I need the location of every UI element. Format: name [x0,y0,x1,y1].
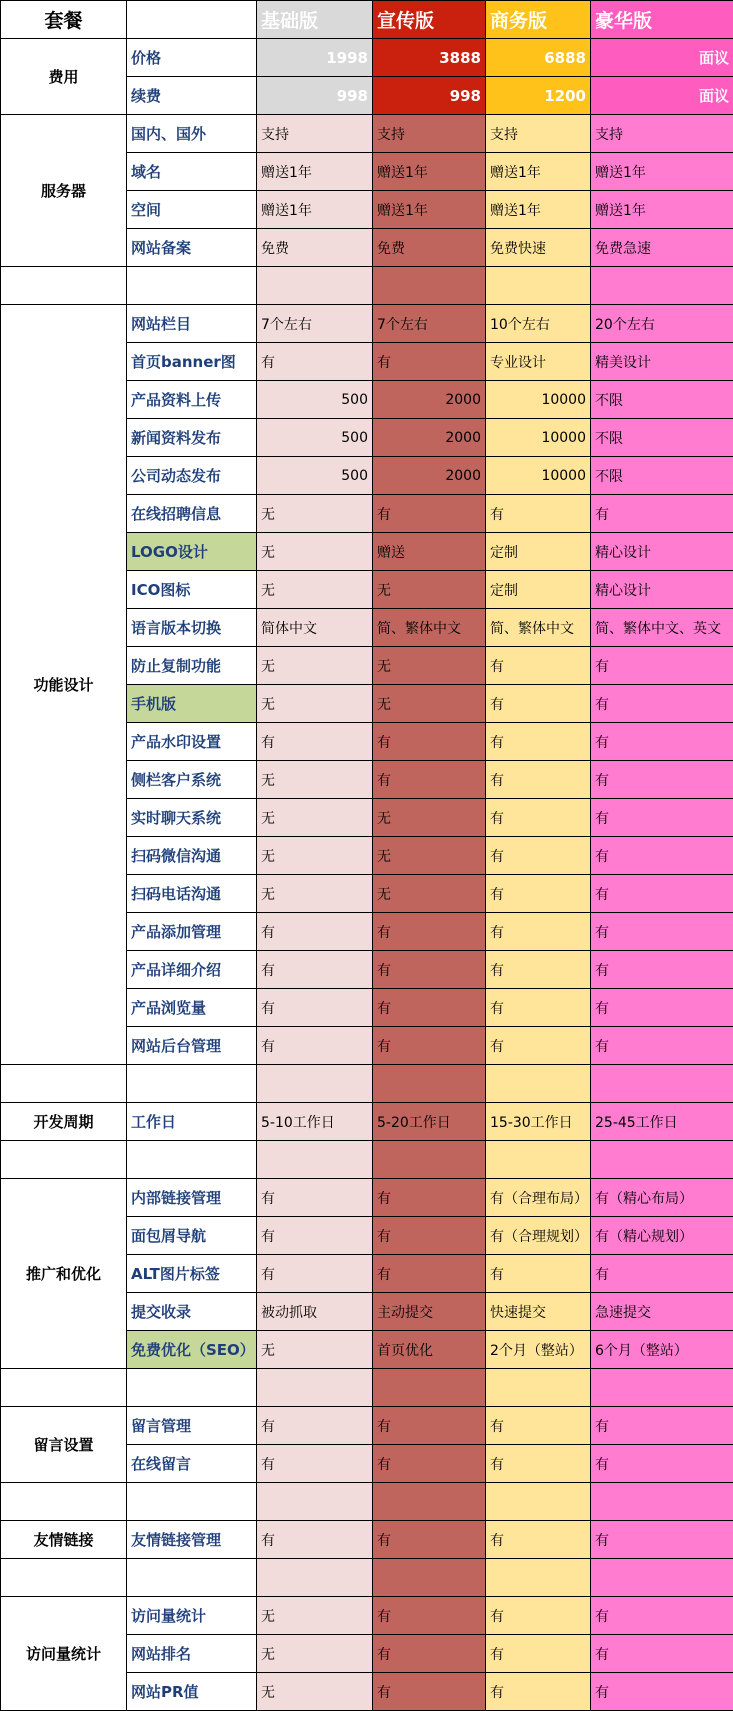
value-cell: 赠送1年 [257,153,373,191]
blank-header-cell [127,1,257,39]
value-cell: 免费 [373,229,486,267]
feature-label: ALT图片标签 [127,1255,257,1293]
value-cell: 有 [257,1255,373,1293]
value-cell: 简、繁体中文、英文 [591,609,733,647]
section-label: 服务器 [1,115,127,267]
value-cell: 有 [486,799,591,837]
value-cell: 25-45工作日 [591,1103,733,1141]
value-cell: 2000 [373,381,486,419]
value-cell: 赠送 [373,533,486,571]
feature-label: 首页banner图 [127,343,257,381]
feature-label: 国内、国外 [127,115,257,153]
feature-label: 网站栏目 [127,305,257,343]
spacer-row [1,1483,733,1521]
spacer-cell [1,1141,127,1179]
value-cell: 有 [591,1255,733,1293]
spacer-row [1,1559,733,1597]
value-cell: 500 [257,381,373,419]
feature-label: 网站后台管理 [127,1027,257,1065]
value-cell: 精美设计 [591,343,733,381]
spacer-cell [591,1065,733,1103]
spacer-cell [127,1369,257,1407]
value-cell: 有 [373,495,486,533]
value-cell: 无 [373,799,486,837]
feature-label: 实时聊天系统 [127,799,257,837]
value-cell: 1200 [486,77,591,115]
value-cell: 有 [257,723,373,761]
plan-header-business: 商务版 [486,1,591,39]
spacer-cell [1,267,127,305]
value-cell: 有 [486,913,591,951]
value-cell: 无 [257,1331,373,1369]
value-cell: 有 [257,1179,373,1217]
value-cell: 500 [257,419,373,457]
spacer-cell [373,1559,486,1597]
value-cell: 有 [486,647,591,685]
value-cell: 有 [373,723,486,761]
value-cell: 10000 [486,457,591,495]
spacer-cell [127,1065,257,1103]
value-cell: 无 [373,685,486,723]
plan-header-promo: 宣传版 [373,1,486,39]
spacer-cell [486,1141,591,1179]
value-cell: 有 [591,989,733,1027]
value-cell: 有 [373,1255,486,1293]
spacer-cell [1,1559,127,1597]
value-cell: 10000 [486,419,591,457]
value-cell: 面议 [591,77,733,115]
package-header: 套餐 [1,1,127,39]
value-cell: 支持 [373,115,486,153]
spacer-cell [591,1483,733,1521]
value-cell: 有 [591,951,733,989]
value-cell: 有 [486,685,591,723]
value-cell: 10个左右 [486,305,591,343]
value-cell: 5-10工作日 [257,1103,373,1141]
feature-label: 内部链接管理 [127,1179,257,1217]
feature-label: 产品添加管理 [127,913,257,951]
value-cell: 2000 [373,419,486,457]
value-cell: 有 [373,913,486,951]
feature-label: 网站备案 [127,229,257,267]
section-label: 开发周期 [1,1103,127,1141]
value-cell: 有 [591,647,733,685]
value-cell: 有 [373,1673,486,1711]
spacer-row [1,267,733,305]
value-cell: 2000 [373,457,486,495]
value-cell: 7个左右 [257,305,373,343]
value-cell: 赠送1年 [591,191,733,229]
spacer-cell [257,1369,373,1407]
value-cell: 无 [257,837,373,875]
value-cell: 无 [257,799,373,837]
spacer-cell [257,1483,373,1521]
value-cell: 有 [257,1027,373,1065]
value-cell: 5-20工作日 [373,1103,486,1141]
value-cell: 3888 [373,39,486,77]
feature-label: 友情链接管理 [127,1521,257,1559]
value-cell: 有 [486,1673,591,1711]
table-row [1,39,733,77]
feature-label: 续费 [127,77,257,115]
value-cell: 有 [591,1635,733,1673]
spacer-cell [1,1065,127,1103]
value-cell: 有 [591,495,733,533]
value-cell: 有 [486,875,591,913]
table-row [1,1103,733,1141]
value-cell: 无 [257,1673,373,1711]
spacer-cell [257,267,373,305]
value-cell: 赠送1年 [373,191,486,229]
spacer-cell [373,267,486,305]
value-cell: 支持 [591,115,733,153]
spacer-cell [127,1559,257,1597]
value-cell: 有 [486,1597,591,1635]
feature-label: 访问量统计 [127,1597,257,1635]
value-cell: 无 [257,1597,373,1635]
value-cell: 有 [591,913,733,951]
value-cell: 无 [257,647,373,685]
value-cell: 有 [257,1521,373,1559]
value-cell: 免费快速 [486,229,591,267]
header-row [1,1,733,39]
spacer-cell [257,1065,373,1103]
spacer-cell [591,1141,733,1179]
value-cell: 无 [373,837,486,875]
table-row [1,305,733,343]
plan-header-deluxe: 豪华版 [591,1,733,39]
value-cell: 赠送1年 [591,153,733,191]
feature-label: 产品水印设置 [127,723,257,761]
value-cell: 有 [373,1407,486,1445]
value-cell: 有 [591,761,733,799]
value-cell: 6个月（整站） [591,1331,733,1369]
value-cell: 有 [257,913,373,951]
spacer-cell [1,1369,127,1407]
feature-label: 手机版 [127,685,257,723]
feature-label: 产品详细介绍 [127,951,257,989]
spacer-cell [127,1483,257,1521]
value-cell: 快速提交 [486,1293,591,1331]
value-cell: 赠送1年 [257,191,373,229]
feature-label: 面包屑导航 [127,1217,257,1255]
table-row [1,115,733,153]
feature-label: 提交收录 [127,1293,257,1331]
value-cell: 无 [257,533,373,571]
value-cell: 有 [373,1179,486,1217]
spacer-cell [486,1483,591,1521]
section-label: 费用 [1,39,127,115]
value-cell: 赠送1年 [486,191,591,229]
section-label: 推广和优化 [1,1179,127,1369]
value-cell: 有 [591,1027,733,1065]
spacer-cell [373,1065,486,1103]
value-cell: 无 [257,685,373,723]
spacer-row [1,1369,733,1407]
feature-label: ICO图标 [127,571,257,609]
spacer-cell [591,1369,733,1407]
value-cell: 主动提交 [373,1293,486,1331]
value-cell: 有 [373,989,486,1027]
spacer-cell [591,1559,733,1597]
value-cell: 无 [257,1635,373,1673]
value-cell: 有 [591,875,733,913]
value-cell: 有 [591,1521,733,1559]
value-cell: 精心设计 [591,571,733,609]
value-cell: 有 [373,1597,486,1635]
value-cell: 有（精心规划） [591,1217,733,1255]
feature-label: 在线留言 [127,1445,257,1483]
value-cell: 有 [591,723,733,761]
table-row [1,1179,733,1217]
value-cell: 有 [486,761,591,799]
value-cell: 支持 [257,115,373,153]
spacer-cell [127,267,257,305]
value-cell: 有 [591,1445,733,1483]
value-cell: 998 [257,77,373,115]
feature-label: 扫码电话沟通 [127,875,257,913]
value-cell: 急速提交 [591,1293,733,1331]
feature-label: 产品资料上传 [127,381,257,419]
value-cell: 有 [373,1445,486,1483]
value-cell: 无 [373,571,486,609]
value-cell: 定制 [486,571,591,609]
value-cell: 6888 [486,39,591,77]
spacer-cell [257,1559,373,1597]
value-cell: 专业设计 [486,343,591,381]
feature-label: 空间 [127,191,257,229]
value-cell: 有 [486,1635,591,1673]
value-cell: 1998 [257,39,373,77]
value-cell: 有 [373,1217,486,1255]
section-label: 访问量统计 [1,1597,127,1711]
section-label: 留言设置 [1,1407,127,1483]
section-label: 功能设计 [1,305,127,1065]
table-row [1,1407,733,1445]
value-cell: 有 [373,761,486,799]
value-cell: 有 [591,685,733,723]
spacer-cell [1,1483,127,1521]
value-cell: 有 [486,1445,591,1483]
spacer-cell [373,1369,486,1407]
spacer-cell [486,1369,591,1407]
value-cell: 有 [257,1407,373,1445]
value-cell: 无 [373,875,486,913]
spacer-cell [127,1141,257,1179]
value-cell: 简、繁体中文 [486,609,591,647]
value-cell: 有 [257,1445,373,1483]
value-cell: 有 [486,1521,591,1559]
value-cell: 有 [257,951,373,989]
value-cell: 赠送1年 [486,153,591,191]
value-cell: 无 [373,647,486,685]
feature-label: 扫码微信沟通 [127,837,257,875]
feature-label: 留言管理 [127,1407,257,1445]
value-cell: 500 [257,457,373,495]
value-cell: 被动抓取 [257,1293,373,1331]
spacer-cell [486,1065,591,1103]
value-cell: 有 [591,1407,733,1445]
value-cell: 简、繁体中文 [373,609,486,647]
pricing-table-body [1,1,733,1711]
value-cell: 有（合理规划） [486,1217,591,1255]
plan-header-basic: 基础版 [257,1,373,39]
feature-label: LOGO设计 [127,533,257,571]
feature-label: 网站排名 [127,1635,257,1673]
feature-label: 语言版本切换 [127,609,257,647]
value-cell: 有 [257,989,373,1027]
value-cell: 无 [257,761,373,799]
value-cell: 首页优化 [373,1331,486,1369]
value-cell: 有 [486,1027,591,1065]
value-cell: 有 [373,343,486,381]
feature-label: 公司动态发布 [127,457,257,495]
value-cell: 有 [373,1027,486,1065]
value-cell: 有 [486,495,591,533]
value-cell: 有 [486,1407,591,1445]
value-cell: 有（精心布局） [591,1179,733,1217]
value-cell: 精心设计 [591,533,733,571]
spacer-cell [257,1141,373,1179]
value-cell: 无 [257,495,373,533]
spacer-cell [373,1483,486,1521]
value-cell: 有 [257,1217,373,1255]
value-cell: 998 [373,77,486,115]
value-cell: 不限 [591,457,733,495]
value-cell: 支持 [486,115,591,153]
value-cell: 2个月（整站） [486,1331,591,1369]
feature-label: 在线招聘信息 [127,495,257,533]
spacer-row [1,1141,733,1179]
value-cell: 赠送1年 [373,153,486,191]
value-cell: 有 [257,343,373,381]
value-cell: 有 [591,837,733,875]
feature-label: 免费优化（SEO） [127,1331,257,1369]
value-cell: 有 [486,837,591,875]
value-cell: 20个左右 [591,305,733,343]
spacer-cell [486,267,591,305]
value-cell: 有 [486,951,591,989]
value-cell: 有 [591,799,733,837]
spacer-row [1,1065,733,1103]
value-cell: 有 [591,1597,733,1635]
spacer-cell [486,1559,591,1597]
section-label: 友情链接 [1,1521,127,1559]
spacer-cell [373,1141,486,1179]
feature-label: 产品浏览量 [127,989,257,1027]
value-cell: 有 [486,1255,591,1293]
value-cell: 有 [373,1521,486,1559]
value-cell: 无 [257,571,373,609]
value-cell: 有 [591,1673,733,1711]
value-cell: 有 [373,951,486,989]
value-cell: 有（合理布局） [486,1179,591,1217]
feature-label: 侧栏客户系统 [127,761,257,799]
feature-label: 网站PR值 [127,1673,257,1711]
feature-label: 价格 [127,39,257,77]
value-cell: 面议 [591,39,733,77]
value-cell: 简体中文 [257,609,373,647]
value-cell: 不限 [591,381,733,419]
value-cell: 免费急速 [591,229,733,267]
feature-label: 新闻资料发布 [127,419,257,457]
value-cell: 有 [486,989,591,1027]
value-cell: 定制 [486,533,591,571]
table-row [1,1597,733,1635]
value-cell: 15-30工作日 [486,1103,591,1141]
value-cell: 7个左右 [373,305,486,343]
feature-label: 工作日 [127,1103,257,1141]
value-cell: 不限 [591,419,733,457]
value-cell: 有 [373,1635,486,1673]
value-cell: 有 [486,723,591,761]
spacer-cell [591,267,733,305]
table-row [1,1521,733,1559]
value-cell: 免费 [257,229,373,267]
value-cell: 10000 [486,381,591,419]
feature-label: 防止复制功能 [127,647,257,685]
feature-label: 域名 [127,153,257,191]
value-cell: 无 [257,875,373,913]
